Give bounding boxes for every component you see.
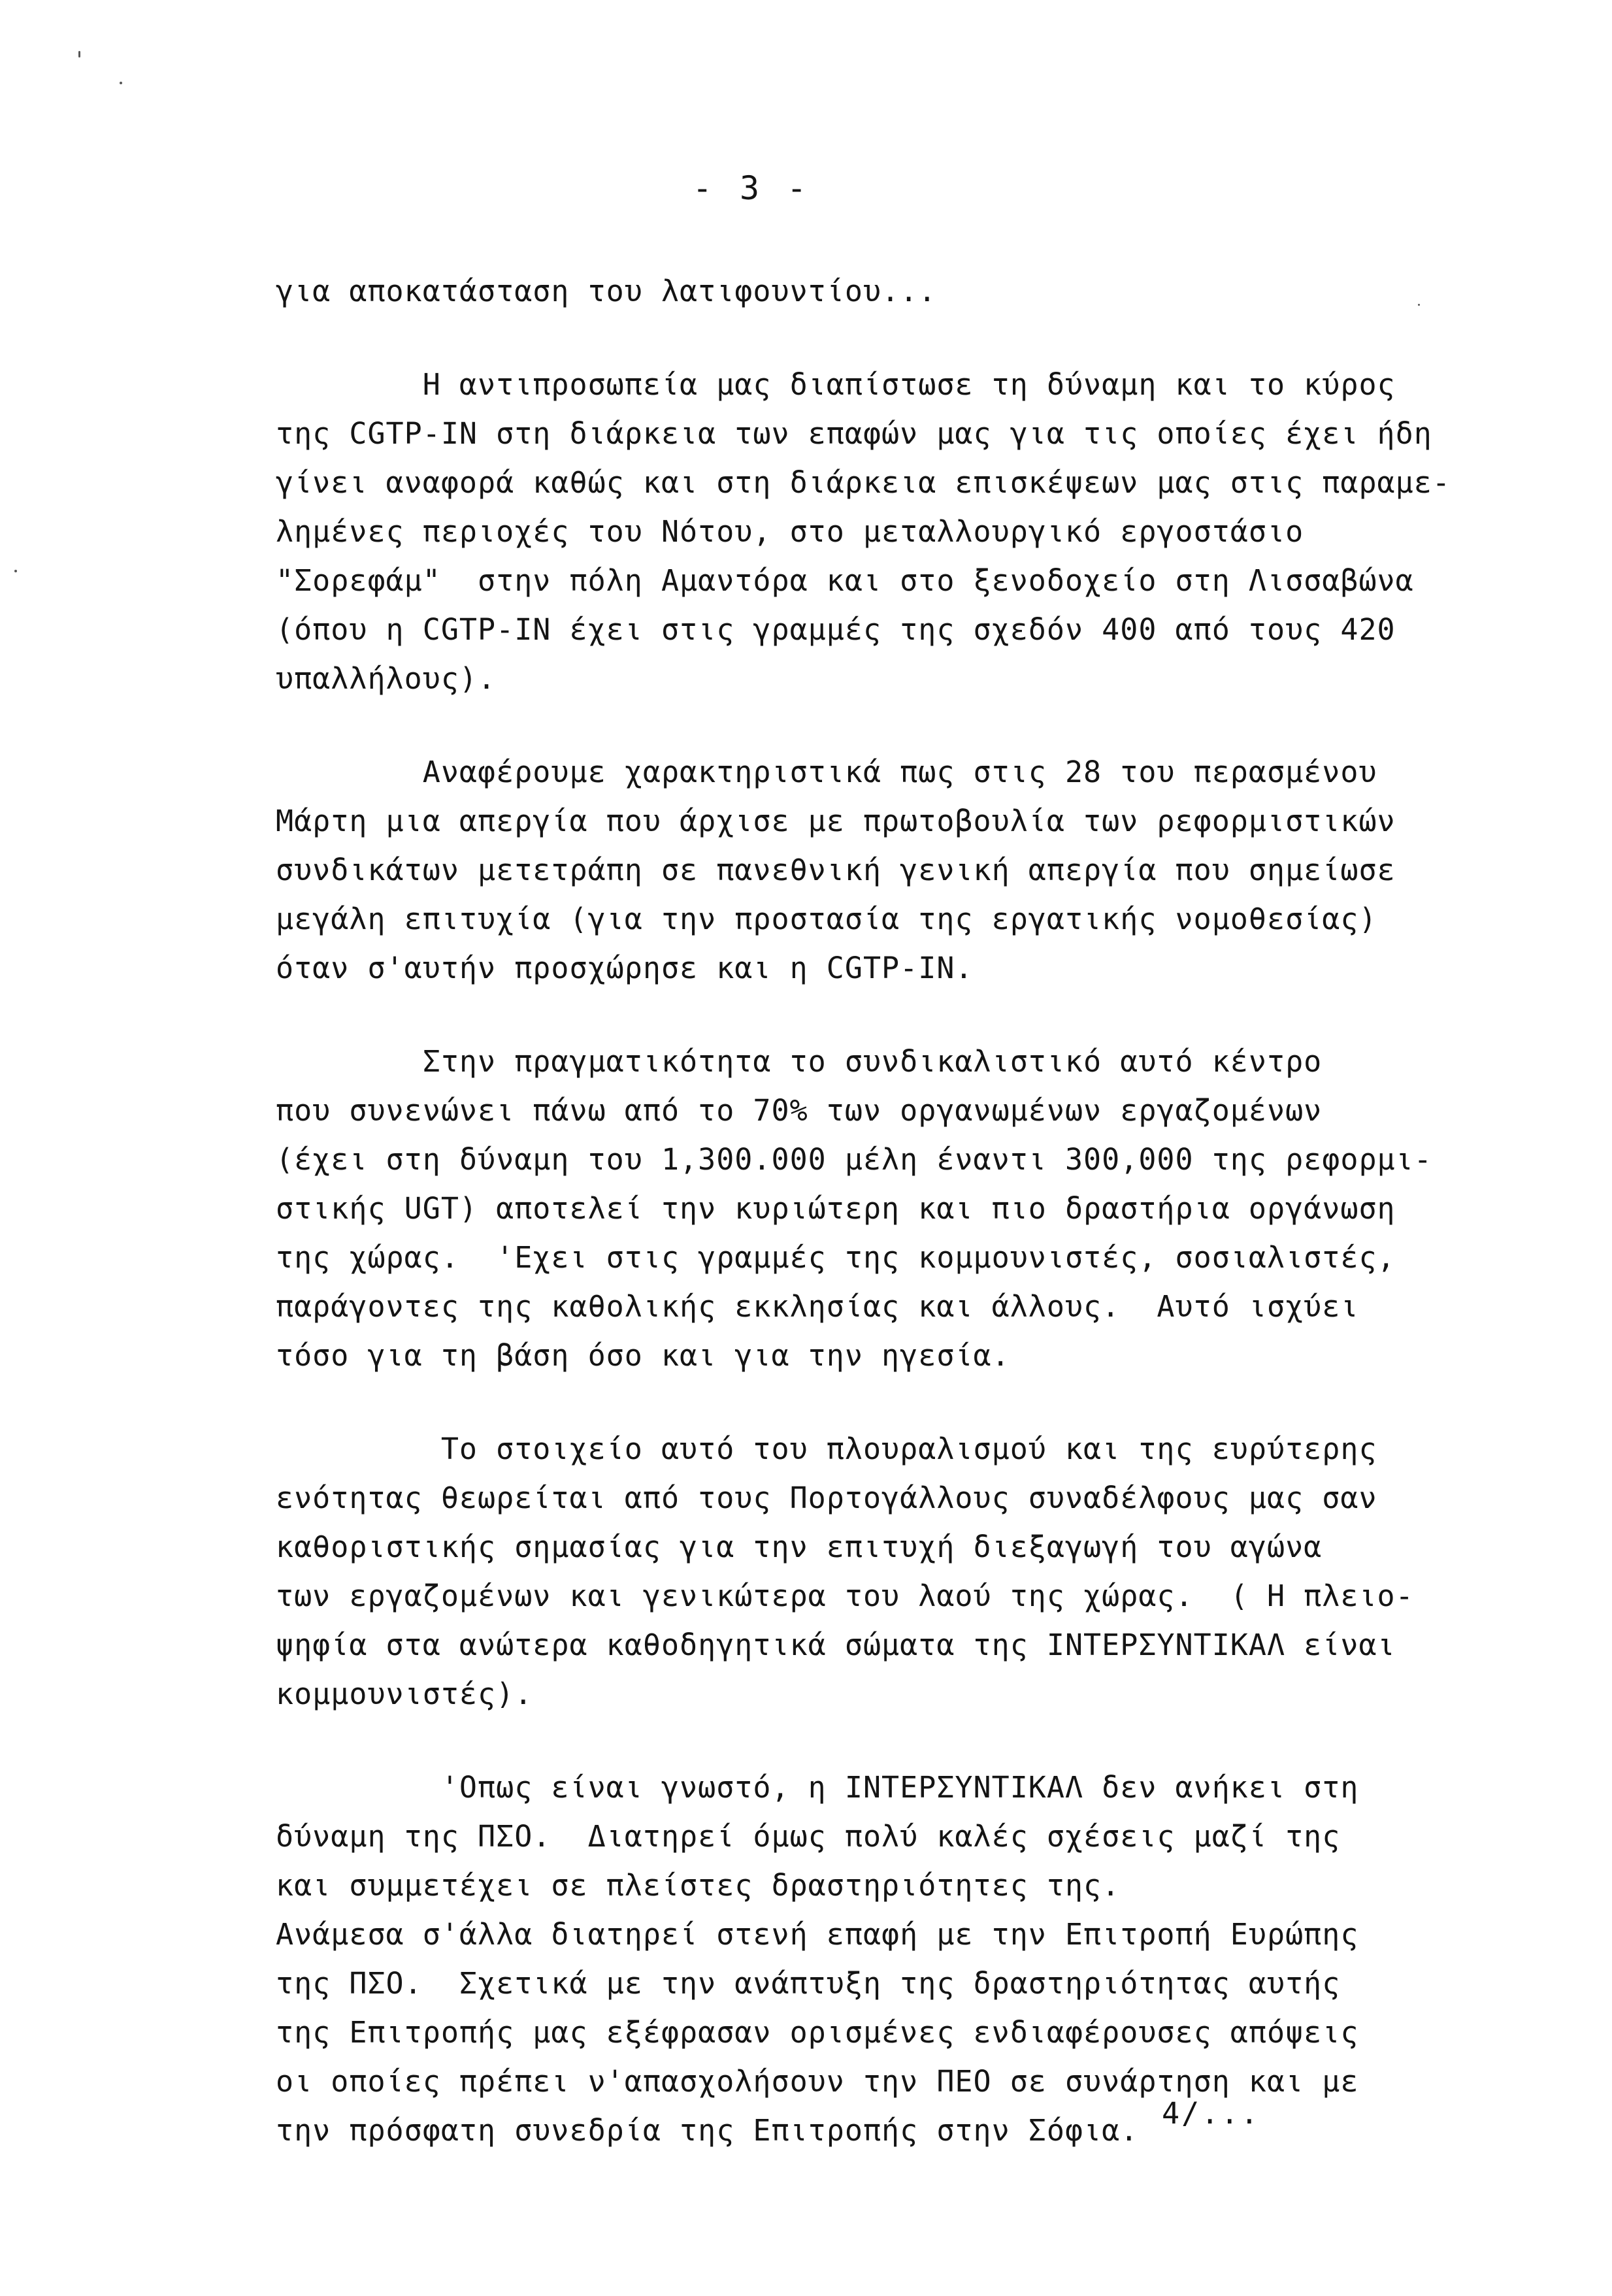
text-line: παράγοντες της καθολικής εκκλησίας και άλλους. Αυτό ισχύει	[276, 1289, 1359, 1324]
paragraph	[276, 1037, 1530, 1380]
text-line: την πρόσφατη συνεδρία της Επιτροπής στην Σόφια.	[276, 2113, 1139, 2148]
paragraph	[276, 747, 1530, 992]
paragraph-gap	[276, 1380, 1530, 1424]
text-line: 'Οπως είναι γνωστό, η ΙΝΤΕΡΣΥΝΤΙΚΑΛ δεν ανήκει στη	[276, 1770, 1359, 1805]
paragraph	[276, 1424, 1530, 1718]
text-line: τόσο για τη βάση όσο και για την ηγεσία.	[276, 1338, 1010, 1373]
text-line: της χώρας. 'Εχει στις γραμμές της κομμουνιστές, σοσιαλιστές,	[276, 1240, 1396, 1275]
paragraph-gap	[276, 1718, 1530, 1763]
text-line: Αναφέρουμε χαρακτηριστικά πως στις 28 του περασμένου	[276, 755, 1377, 789]
paragraph-gap	[276, 992, 1530, 1037]
text-line: ψηφία στα ανώτερα καθοδηγητικά σώματα της ΙΝΤΕΡΣΥΝΤΙΚΑΛ είναι	[276, 1628, 1396, 1662]
text-line: των εργαζομένων και γενικώτερα του λαού της χώρας. ( Η πλειο-	[276, 1579, 1414, 1613]
text-line: (έχει στη δύναμη του 1,300.000 μέλη έναντι 300,000 της ρεφορμι-	[276, 1142, 1432, 1177]
continuation-marker: 4/...	[1162, 2096, 1260, 2131]
text-line: όταν σ'αυτήν προσχώρησε και η CGTP-IN.	[276, 951, 974, 985]
text-line: κομμουνιστές).	[276, 1677, 533, 1711]
scan-speck	[120, 82, 122, 84]
text-line: της CGTP-IN στη διάρκεια των επαφών μας για τις οποίες έχει ήδη	[276, 416, 1432, 451]
text-line: που συνενώνει πάνω από το 70% των οργανωμένων εργαζομένων	[276, 1093, 1323, 1128]
text-line: Η αντιπροσωπεία μας διαπίστωσε τη δύναμη και το κύρος	[276, 367, 1396, 402]
text-line: "Σορεφάμ" στην πόλη Αμαντόρα και στο ξενοδοχείο στη Λισσαβώνα	[276, 563, 1414, 598]
text-line: δύναμη της ΠΣΟ. Διατηρεί όμως πολύ καλές σχέσεις μαζί της	[276, 1819, 1341, 1854]
text-line: στικής UGT) αποτελεί την κυριώτερη και πιο δραστήρια οργάνωση	[276, 1191, 1396, 1226]
text-line: Στην πραγματικότητα το συνδικαλιστικό αυτό κέντρο	[276, 1044, 1323, 1079]
text-line: μεγάλη επιτυχία (για την προστασία της εργατικής νομοθεσίας)	[276, 902, 1377, 936]
text-line: Ανάμεσα σ'άλλα διατηρεί στενή επαφή με την Επιτροπή Ευρώπης	[276, 1917, 1359, 1952]
text-line: υπαλλήλους).	[276, 661, 497, 696]
paragraph	[276, 267, 1530, 316]
text-line: οι οποίες πρέπει ν'απασχολήσουν την ΠΕΟ σε συνάρτηση και με	[276, 2064, 1359, 2099]
body-text	[276, 267, 1530, 2155]
paragraph	[276, 360, 1530, 703]
paragraph-gap	[276, 703, 1530, 747]
text-line: (όπου η CGTP-IN έχει στις γραμμές της σχεδόν 400 από τους 420	[276, 612, 1396, 647]
page-number: - 3 -	[692, 169, 811, 207]
paragraph	[276, 1763, 1530, 2155]
text-line: λημένες περιοχές του Νότου, στο μεταλλουργικό εργοστάσιο	[276, 514, 1304, 549]
text-line: καθοριστικής σημασίας για την επιτυχή διεξαγωγή του αγώνα	[276, 1530, 1323, 1564]
text-line: ενότητας θεωρείται από τους Πορτογάλλους συναδέλφους μας σαν	[276, 1481, 1377, 1515]
text-line: συνδικάτων μετετράπη σε πανεθνική γενική απεργία που σημείωσε	[276, 853, 1396, 887]
paragraph-gap	[276, 316, 1530, 360]
text-line: της Επιτροπής μας εξέφρασαν ορισμένες ενδιαφέρουσες απόψεις	[276, 2015, 1359, 2050]
text-line: και συμμετέχει σε πλείστες δραστηριότητες της.	[276, 1868, 1121, 1903]
text-line: Μάρτη μια απεργία που άρχισε με πρωτοβουλία των ρεφορμιστικών	[276, 804, 1396, 838]
text-line: για αποκατάσταση του λατιφουντίου...	[276, 274, 937, 308]
scan-speck	[14, 570, 17, 572]
scan-speck	[78, 51, 80, 57]
text-line: Το στοιχείο αυτό του πλουραλισμού και της ευρύτερης	[276, 1432, 1377, 1466]
text-line: γίνει αναφορά καθώς και στη διάρκεια επισκέψεων μας στις παραμε-	[276, 465, 1451, 500]
text-line: της ΠΣΟ. Σχετικά με την ανάπτυξη της δραστηριότητας αυτής	[276, 1966, 1341, 2001]
